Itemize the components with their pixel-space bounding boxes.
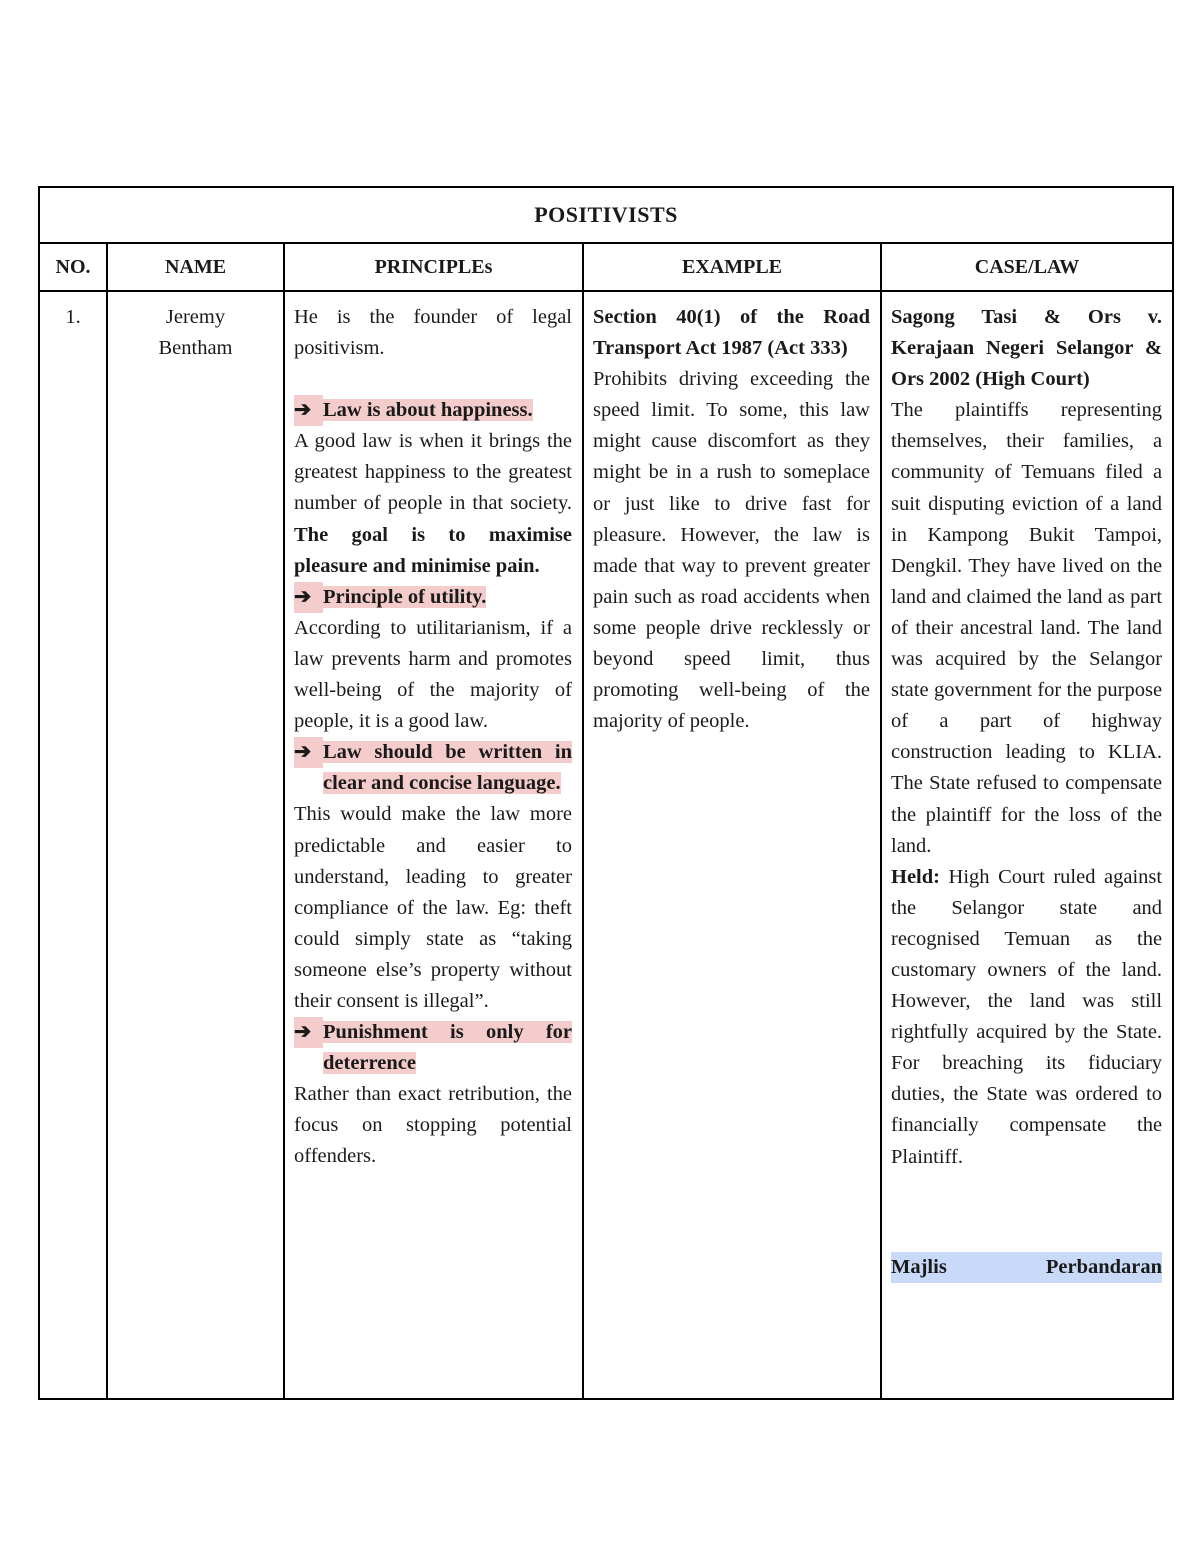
principle-3-text: This would make the law more predictable and easier to understand, leading to greater compliance of the law. Eg: theft could simply state as “taking someone else’s property without their consent is illegal”. — [294, 803, 572, 1012]
case-facts: The plaintiffs representing themselves, their families, a community of Temuans filed a suit disputing eviction of a land in Kampong Bukit Tampoi, Dengkil. They have lived on the land and claimed the land as part of their ancestral land. The land was acquired by the Selangor state government for the purpose of a part of highway construction leading to KLIA. The State refused to compensate the plaintiff for the loss of the land. — [891, 399, 1163, 857]
header-name: NAME — [107, 243, 284, 291]
principle-2-heading — [294, 582, 572, 613]
name-last: Bentham — [158, 337, 233, 359]
principle-4-title: Punishment is only for deterrence — [323, 1021, 572, 1075]
principle-4-heading — [294, 1017, 572, 1079]
principle-1-bold: The goal is to maximise pleasure and minimise pain. — [294, 523, 572, 577]
principle-2-title: Principle of utility. — [323, 585, 487, 608]
principle-1-title: Law is about happiness. — [323, 399, 533, 422]
held-label: Held: — [891, 865, 940, 888]
arrow-icon: ➔ — [294, 395, 323, 426]
case-title: Sagong Tasi & Ors v. Kerajaan Negeri Selangor & Ors 2002 (High Court) — [891, 306, 1163, 391]
principle-1-text: A good law is when it brings the greatest happiness to the greatest number of people in that society. The goal is to maximise pleasure and minimise pain. — [294, 430, 572, 577]
positivists-table — [38, 186, 1174, 1400]
arrow-icon: ➔ — [294, 1017, 323, 1048]
example-heading: Section 40(1) of the Road Transport Act 1987 (Act 333) — [593, 306, 870, 360]
header-no: NO. — [39, 243, 107, 291]
example-cell — [583, 291, 881, 1399]
next-case-title: Majlis Perbandaran — [891, 1252, 1162, 1283]
case-law-cell — [881, 291, 1173, 1399]
principle-4-text: Rather than exact retribution, the focus on stopping potential offenders. — [294, 1083, 572, 1168]
row-number: 1. — [39, 291, 107, 1399]
principle-3-heading — [294, 737, 572, 799]
held-text: High Court ruled against the Selangor state and recognised Temuan as the customary owners of the land. However, the land was still rightfully acquired by the State. For breaching its fiduciary duties, the State was ordered to financially compensate the Plaintiff. — [891, 865, 1163, 1168]
example-text: Prohibits driving exceeding the speed limit. To some, this law might cause discomfort as they might be in a rush to someplace or just like to drive fast for pleasure. However, the law is made that way to prevent greater pain such as road accidents when some people drive recklessly or beyond speed limit, thus promoting well-being of the majority of people. — [593, 368, 870, 733]
table-title: POSITIVISTS — [39, 187, 1173, 243]
person-name — [107, 291, 284, 1399]
header-example: EXAMPLE — [583, 243, 881, 291]
header-principles: PRINCIPLEs — [284, 243, 583, 291]
name-first: Jeremy — [165, 306, 226, 328]
case-held — [891, 862, 1162, 1173]
header-case-law: CASE/LAW — [881, 243, 1173, 291]
principles-intro: He is the founder of legal positivism. — [294, 306, 572, 360]
principles-cell — [284, 291, 583, 1399]
principle-1-heading — [294, 395, 572, 426]
arrow-icon: ➔ — [294, 737, 323, 768]
table-row — [39, 291, 1173, 1399]
principle-2-text: According to utilitarianism, if a law prevents harm and promotes well-being of the majority of people, it is a good law. — [294, 616, 572, 733]
principle-3-title: Law should be written in clear and concise language. — [323, 741, 572, 795]
arrow-icon: ➔ — [294, 582, 323, 613]
